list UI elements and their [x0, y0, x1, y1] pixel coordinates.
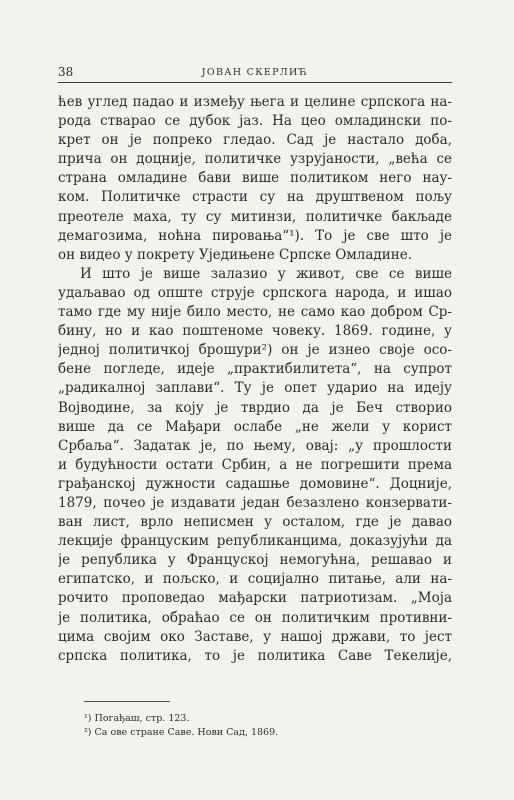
page-number: 38: [58, 65, 74, 79]
text-line: рода стварао се дубок јаз. На цео омладински по-: [58, 113, 452, 130]
text-line: ком. Политичке страсти су на друштвеном пољу: [58, 189, 452, 206]
text-line: тамо где му није било место, не само као добром Ср-: [58, 304, 452, 321]
text-line: крет он је попреко гледао. Сад је настало доба,: [58, 132, 452, 149]
text-line: прича он доцније, политичке узрујаности, „већа се: [58, 151, 452, 168]
text-line: „радикалној заплави“. Ту је опет ударио на идеју: [58, 380, 452, 397]
text-line: је политика, обраћао се он политичким противни-: [58, 609, 452, 626]
text-line: ван лист, врло неписмен у осталом, где је давао: [58, 514, 452, 531]
text-line: бене погледе, идеје „практибилитета“, на супрот: [58, 361, 452, 378]
text-line: страна омладине бави више политиком него нау-: [58, 170, 452, 187]
text-line: ћев углед падао и између њега и целине српскога на-: [58, 94, 452, 110]
body-text: [58, 93, 452, 666]
text-line: грађанској дужности садашње домовине“. Доцније,: [58, 475, 452, 492]
text-line: једној политичкој брошури²) он је изнео своје осо-: [58, 342, 452, 359]
text-line: 1879, почео је издавати један безазлено конзервати-: [58, 494, 452, 511]
footnote-1: ¹) Погађаш, стр. 123.: [84, 713, 190, 724]
text-line: више да се Мађари ослабе „не жели у корист: [58, 418, 452, 435]
text-line: египатско, и пољско, и социјално питање, али на-: [58, 571, 452, 588]
text-line: српска политика, то је политика Саве Текелије,: [58, 647, 452, 664]
footnote-divider: [84, 701, 170, 702]
text-line: лекције француским републиканцима, доказујући да: [58, 533, 452, 550]
text-line: и будућности остати Србин, а не погрешити према: [58, 456, 452, 473]
footnote-2: ²) Са ове стране Саве. Нови Сад, 1869.: [84, 727, 279, 738]
text-line: демагозима, ноћна пировања“¹). То је све што је: [58, 227, 452, 244]
text-line: цима својим око Заставе, у нашој држави, то јест: [58, 628, 452, 645]
text-line: је република у Француској немогућна, решавао и: [58, 552, 452, 569]
text-line: преотеле маха, ту су митинзи, политичке бакљаде: [58, 208, 452, 225]
text-line: Војводине, за коју је тврдио да је Беч створио: [58, 399, 452, 416]
text-line: он видео у покрету Уједињене Српске Омладине.: [58, 246, 413, 263]
text-line: И што је више залазио у живот, све се више: [80, 265, 452, 282]
running-head: ЈОВАН СКЕРЛИЋ: [201, 67, 309, 78]
text-line: бину, но и као поштеноме човеку. 1869. године, у: [58, 323, 452, 340]
text-line: Србаља“. Задатак је, по њему, овај: „у прошлости: [58, 437, 452, 454]
text-line: рочито проповедао мађарски патриотизам. „Моја: [58, 590, 452, 607]
footnotes: [84, 712, 444, 740]
text-line: удаљавао од опште струје српскога народа, и ишао: [58, 284, 452, 301]
page-header: [58, 64, 452, 83]
